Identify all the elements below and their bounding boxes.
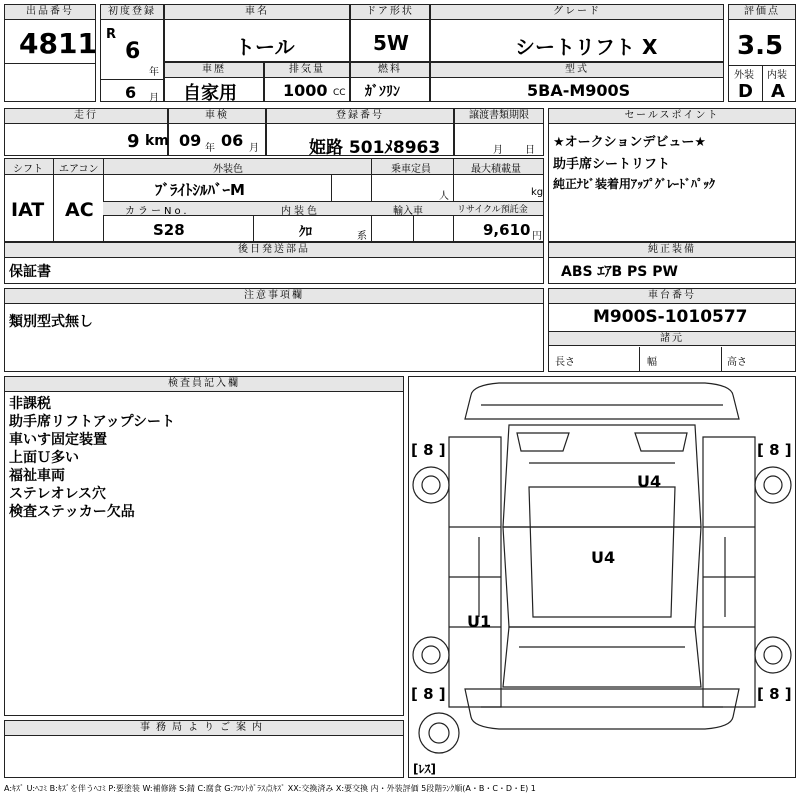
- displacement-label: 排気量: [265, 63, 349, 78]
- inspection-year-unit: 年: [205, 143, 215, 154]
- sales-points-box: [548, 108, 796, 242]
- history-label: 車歴: [165, 63, 263, 78]
- first-registration-box: [100, 4, 164, 102]
- chassis-number: M900S-1010577: [593, 307, 748, 327]
- fuel-label: 燃料: [351, 63, 429, 78]
- ac-label: エアコン: [59, 164, 99, 175]
- sales-point: 助手席シートリフト: [553, 157, 671, 172]
- tire-rear-left: [ 8 ]: [411, 685, 446, 703]
- door-box: [350, 4, 430, 62]
- sales-point: 純正ﾅﾋﾞ装着用ｱｯﾌﾟｸﾞﾚｰﾄﾞﾊﾟｯｸ: [553, 177, 716, 191]
- model-label: 型式: [431, 63, 723, 78]
- km-unit: km: [145, 133, 169, 149]
- genuine-equipment: ABS ｴｱB PS PW: [561, 264, 678, 280]
- genuine-equipment-label: 純正装備: [549, 243, 795, 258]
- plate-label: 登録番号: [267, 109, 453, 124]
- year-unit: 年: [149, 67, 159, 78]
- score-box: [728, 4, 796, 102]
- inspection-label: 車検: [169, 109, 265, 124]
- air-conditioner: AC: [65, 199, 94, 221]
- inspector-box: [4, 376, 404, 716]
- inspector-line: 福祉車両: [9, 468, 65, 484]
- inspection-month: 06: [221, 131, 244, 150]
- transfer-label: 譲渡書類期限: [455, 109, 543, 124]
- load-label: 最大積載量: [471, 164, 521, 175]
- first-registration-month: 6: [125, 83, 137, 102]
- exterior-label: 外装: [734, 70, 754, 81]
- inspection-year: 09: [179, 131, 202, 150]
- office-box: [4, 720, 404, 778]
- color-number: S28: [153, 221, 185, 239]
- damage-mark-roof: U4: [591, 548, 616, 567]
- later-parts: 保証書: [9, 264, 51, 280]
- length-label: 長さ: [555, 357, 575, 368]
- inspector-line: 助手席リフトアップシート: [9, 414, 176, 430]
- inspector-label: 検査員記入欄: [5, 377, 403, 392]
- interior-label: 内装: [767, 70, 787, 81]
- car-diagram-box: [408, 376, 796, 778]
- later-parts-box: [4, 242, 544, 284]
- mileage: 9: [127, 131, 140, 152]
- inspector-notes: [9, 395, 175, 521]
- sales-points-label: セールスポイント: [549, 109, 795, 124]
- history: 自家用: [183, 83, 237, 104]
- spare-tire: [ﾚｽ]: [413, 762, 436, 776]
- color-no-label: カラーNo.: [125, 206, 190, 217]
- notes: 類別型式無し: [9, 314, 93, 330]
- capacity-label: 乗車定員: [391, 164, 431, 175]
- model-box: [430, 62, 724, 102]
- score: 3.5: [737, 31, 784, 61]
- fuel-box: [350, 62, 430, 102]
- interior-color: ｸﾛ: [299, 225, 312, 240]
- lot-number: 4811: [19, 27, 97, 60]
- office-label: 事務局よりご案内: [5, 721, 403, 736]
- genuine-equipment-box: [548, 242, 796, 284]
- inspection-month-unit: 月: [249, 143, 259, 154]
- tire-front-right: [ 8 ]: [757, 441, 792, 459]
- plate-box: [266, 108, 454, 156]
- fuel: ｶﾞｿﾘﾝ: [365, 84, 400, 100]
- interior-grade: A: [771, 81, 785, 102]
- notes-label: 注意事項欄: [5, 289, 543, 304]
- grade: シートリフト X: [515, 35, 658, 59]
- legend: A:ｷｽﾞ U:ﾍｺﾐ B:ｷｽﾞを伴うﾍｺﾐ P:要塗装 W:補修跡 S:錆 C:腐食 G:ﾌﾛﾝﾄｶﾞﾗｽ点ｷｽﾞ XX:交換済み X:要交換 内・外装評価 5段階ﾗﾝｸ順(A・B・C・D・E) 1: [4, 784, 536, 793]
- score-label: 評価点: [729, 5, 795, 20]
- specs-label: 諸元: [549, 332, 795, 346]
- color-label: 外装色: [213, 164, 243, 175]
- era: R: [106, 27, 117, 42]
- door-type: 5W: [373, 31, 409, 55]
- chassis-label: 車台番号: [549, 289, 795, 304]
- interior-color-unit: 系: [357, 231, 367, 242]
- import-label: 輸入車: [393, 206, 423, 217]
- grade-box: [430, 4, 724, 62]
- damage-mark-hood: U4: [637, 472, 662, 491]
- lot-number-box: [4, 4, 96, 102]
- inspection-box: [168, 108, 266, 156]
- height-label: 高さ: [727, 357, 747, 368]
- inspector-line: 上面Ｕ多い: [9, 450, 79, 466]
- damage-mark-side: U1: [467, 612, 492, 631]
- month-unit: 月: [149, 93, 159, 104]
- car-name: トール: [235, 35, 295, 59]
- capacity-unit: 人: [439, 191, 449, 202]
- chassis-box: [548, 288, 796, 372]
- recycle-unit: 円: [532, 231, 542, 242]
- mileage-label: 走行: [5, 109, 167, 124]
- first-registration-year: 6: [125, 39, 141, 64]
- recycle-fee: 9,610: [483, 221, 531, 239]
- tire-front-left: [ 8 ]: [411, 441, 446, 459]
- inspector-line: 検査ステッカー欠品: [9, 504, 135, 520]
- model-code: 5BA-M900S: [527, 81, 631, 100]
- inspector-line: 非課税: [9, 396, 51, 412]
- notes-box: [4, 288, 544, 372]
- first-registration-label: 初度登録: [101, 5, 163, 20]
- lot-number-label: 出品番号: [5, 5, 95, 20]
- sales-point: ★オークションデビュー★: [553, 135, 707, 150]
- tire-rear-right: [ 8 ]: [757, 685, 792, 703]
- grade-label: グレード: [431, 5, 723, 20]
- load-unit: kg: [531, 187, 544, 198]
- car-name-box: [164, 4, 350, 62]
- mileage-box: [4, 108, 168, 156]
- cc-unit: CC: [333, 88, 346, 98]
- interior-color-label: 内装色: [281, 206, 320, 217]
- displacement: 1000: [283, 81, 328, 100]
- exterior-grade: D: [738, 81, 753, 102]
- exterior-color: ﾌﾞﾗｲﾄｼﾙﾊﾞｰM: [155, 181, 245, 199]
- width-label: 幅: [647, 357, 657, 368]
- transfer-month-unit: 月: [493, 145, 503, 156]
- car-name-label: 車名: [165, 5, 349, 20]
- door-label: ドア形状: [351, 5, 429, 20]
- car-diagram: [409, 377, 795, 777]
- plate-number: 姫路 501ﾒ8963: [309, 138, 441, 158]
- inspector-line: ステレオレス穴: [9, 486, 107, 502]
- transfer-box: [454, 108, 544, 156]
- history-box: [164, 62, 264, 102]
- recycle-label: リサイクル預託金: [457, 205, 528, 215]
- shift-label: シフト: [13, 164, 43, 175]
- displacement-box: [264, 62, 350, 102]
- shift: IAT: [11, 199, 45, 221]
- inspector-line: 車いす固定装置: [9, 432, 107, 448]
- transfer-day-unit: 日: [525, 145, 535, 156]
- later-parts-label: 後日発送部品: [5, 243, 543, 258]
- spec-box: [4, 158, 544, 242]
